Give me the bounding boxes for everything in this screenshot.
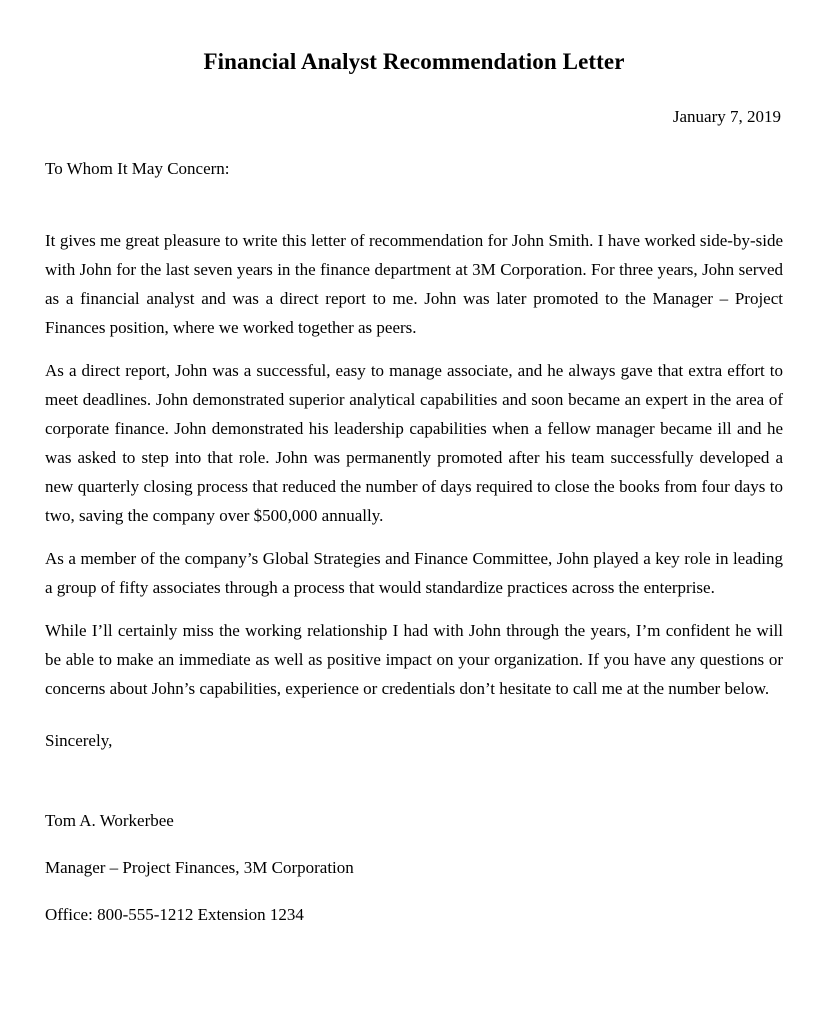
- signature-block: [45, 755, 783, 929]
- body-paragraph: As a member of the company’s Global Strategies and Finance Committee, John played a key role in leading a group of fifty associates through a process that would standardize practices across the enterprise.: [45, 549, 783, 598]
- salutation: To Whom It May Concern:: [45, 158, 230, 178]
- signer-name: Tom A. Workerbee: [45, 811, 174, 831]
- page-title: Financial Analyst Recommendation Letter: [203, 49, 625, 74]
- body-paragraph: As a direct report, John was a successful, easy to manage associate, and he always gave that extra effort to meet deadlines. John demonstrated superior analytical capabilities and soon became an expert in the area of corporate finance. John demonstrated his leadership capabilities when a fellow manager became ill and he was asked to step into that role. John was permanently promoted after his team successfully developed a new quarterly closing process that reduced the number of days required to close the books from four days to two, saving the company over $500,000 annually.: [45, 361, 783, 526]
- letter-body: [45, 179, 783, 703]
- letter-date: January 7, 2019: [672, 106, 781, 126]
- letter-content: [45, 0, 783, 929]
- closing-salutation: Sincerely,: [45, 731, 113, 751]
- signer-title: Manager – Project Finances, 3M Corporation: [45, 858, 354, 878]
- signer-contact: Office: 800-555-1212 Extension 1234: [45, 905, 304, 925]
- body-paragraph: It gives me great pleasure to write this letter of recommendation for John Smith. I have worked side-by-side with John for the last seven years in the finance department at 3M Corporation. For three years, John served as a financial analyst and was a direct report to me. John was later promoted to the Manager – Project Finances position, where we worked together as peers.: [45, 231, 783, 338]
- body-paragraph: While I’ll certainly miss the working relationship I had with John through the years, I’m confident he will be able to make an immediate as well as positive impact on your organization. If you have any questions or concerns about John’s capabilities, experience or credentials don’t hesitate to call me at the number below.: [45, 621, 783, 699]
